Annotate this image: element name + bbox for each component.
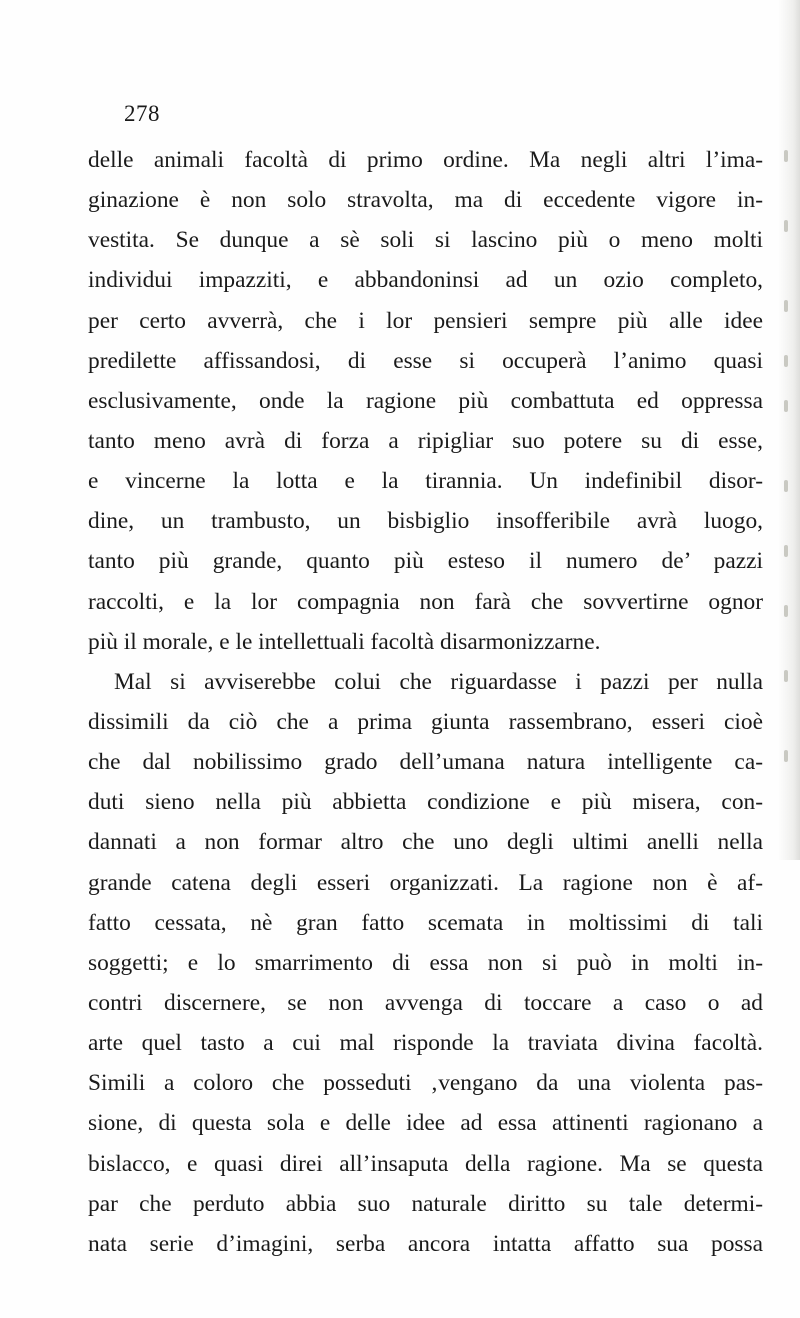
text-line: esclusivamente, onde la ragione più combattuta ed oppressa [88, 387, 763, 414]
text-line: predilette affissandosi, di esse si occuperà l’animo quasi [88, 347, 763, 374]
text-line: sione, di questa sola e delle idee ad essa attinenti ragionano a [88, 1110, 763, 1137]
paragraph-last-line: più il morale, e le intellettuali facoltà disarmonizzarne. [88, 628, 601, 655]
text-line: per certo avverrà, che i lor pensieri sempre più alle idee [88, 307, 763, 334]
text-line: par che perduto abbia suo naturale diritto su tale determi- [88, 1190, 763, 1217]
text-line: bislacco, e quasi direi all’insaputa della ragione. Ma se questa [88, 1150, 763, 1177]
text-line: dannati a non formar altro che uno degli ultimi anelli nella [88, 829, 763, 856]
body-text [88, 140, 763, 1264]
text-line: individui impazziti, e abbandoninsi ad un ozio completo, [88, 267, 763, 294]
text-line: contri discernere, se non avvenga di toccare a caso o ad [88, 989, 763, 1016]
text-line: tanto meno avrà di forza a ripigliar suo potere su di esse, [88, 427, 763, 454]
text-line: Simili a coloro che posseduti ‚vengano da una violenta pas- [88, 1070, 763, 1097]
text-line: vestita. Se dunque a sè soli si lascino più o meno molti [88, 227, 763, 254]
text-line: soggetti; e lo smarrimento di essa non si può in molti in- [88, 949, 763, 976]
text-line: dine, un trambusto, un bisbiglio insofferibile avrà luogo, [88, 508, 763, 535]
text-line: grande catena degli esseri organizzati. La ragione non è af- [88, 869, 763, 896]
text-line: tanto più grande, quanto più esteso il numero de’ pazzi [88, 548, 763, 575]
page-edge-marks [784, 150, 790, 790]
text-line: ginazione è non solo stravolta, ma di eccedente vigore in- [88, 187, 763, 214]
text-line: arte quel tasto a cui mal risponde la traviata divina facoltà. [88, 1030, 763, 1057]
text-line: nata serie d’imagini, serba ancora intatta affatto sua possa [88, 1230, 763, 1257]
text-line: delle animali facoltà di primo ordine. Ma negli altri l’ima- [88, 147, 763, 173]
text-line: duti sieno nella più abbietta condizione e più misera, con- [88, 789, 763, 816]
text-line: raccolti, e la lor compagnia non farà che sovvertirne ognor [88, 588, 763, 615]
text-line: dissimili da ciò che a prima giunta rassembrano, esseri cioè [88, 708, 763, 735]
page-number: 278 [124, 101, 160, 126]
text-line: che dal nobilissimo grado dell’umana natura intelligente ca- [88, 749, 763, 776]
text-line: e vincerne la lotta e la tirannia. Un indefinibil disor- [88, 468, 763, 495]
text-line: fatto cessata, nè gran fatto scemata in moltissimi di tali [88, 909, 763, 936]
paragraph-first-line: Mal si avviserebbe colui che riguardasse i pazzi per nulla [114, 668, 763, 695]
